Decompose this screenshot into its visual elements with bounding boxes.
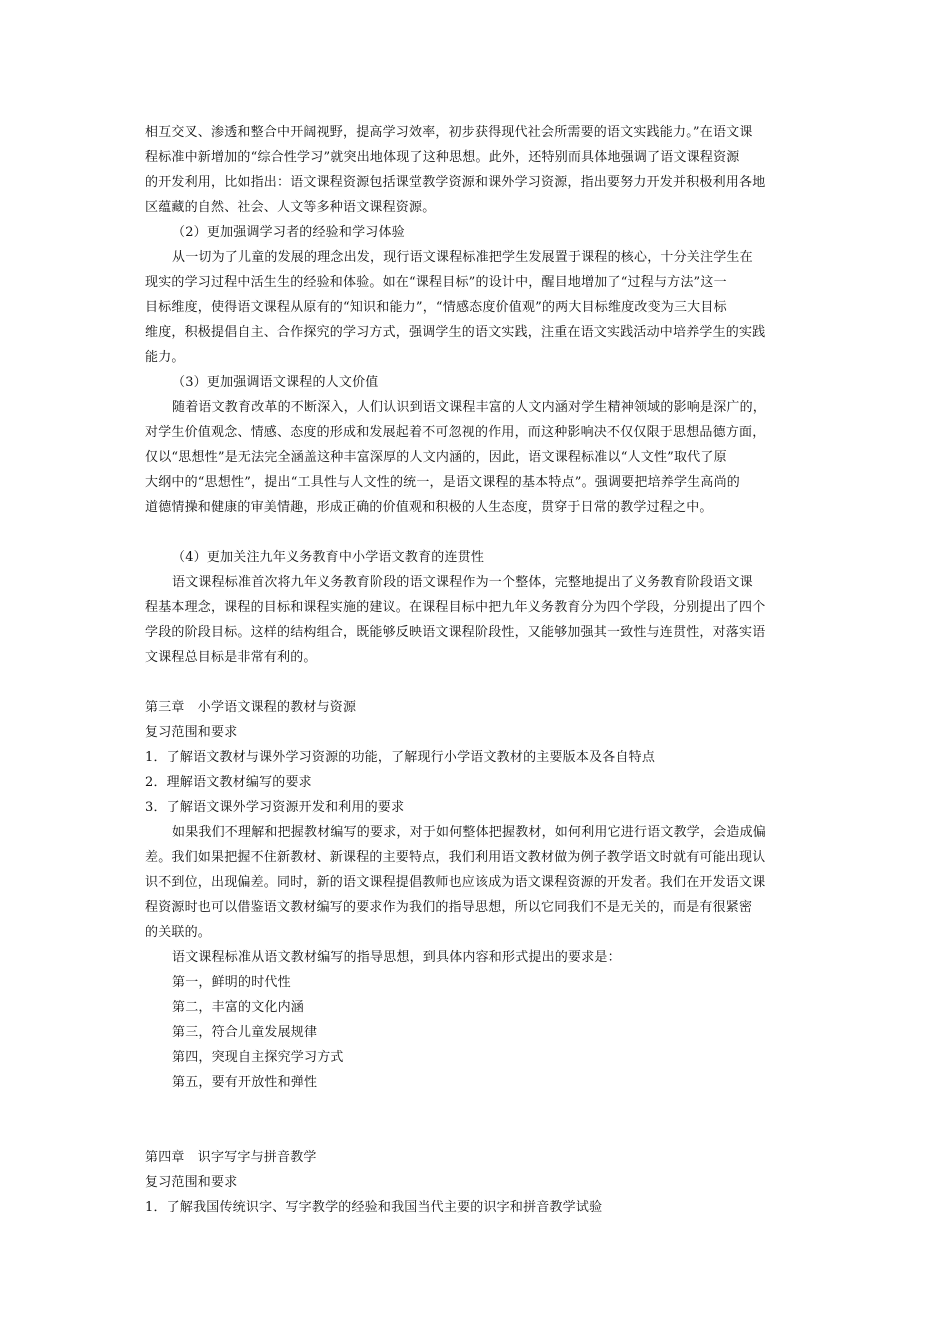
text-line: 程资源时也可以借鉴语文教材编写的要求作为我们的指导思想，所以它同我们不是无关的，而是有很紧密 bbox=[145, 900, 753, 915]
text-line: 程基本理念，课程的目标和课程实施的建议。在课程目标中把九年义务教育分为四个学段，分别提出了四个 bbox=[145, 600, 766, 615]
text-line: 相互交叉、渗透和整合中开阔视野，提高学习效率，初步获得现代社会所需要的语文实践能力。”在语文课 bbox=[145, 125, 753, 140]
list-item: 1．了解我国传统识字、写字教学的经验和我国当代主要的识字和拼音教学试验 bbox=[145, 1200, 603, 1215]
text-line: 对学生价值观念、情感、态度的形成和发展起着不可忽视的作用，而这种影响决不仅仅限于思想品德方面， bbox=[145, 425, 766, 440]
requirement-item: 第四，突现自主探究学习方式 bbox=[172, 1050, 344, 1065]
review-heading: 复习范围和要求 bbox=[145, 725, 238, 740]
section-heading: （3）更加强调语文课程的人文价值 bbox=[172, 375, 379, 390]
section-heading: （4）更加关注九年义务教育中小学语文教育的连贯性 bbox=[172, 550, 485, 565]
text-line: 的开发利用，比如指出：语文课程资源包括课堂教学资源和课外学习资源，指出要努力开发并积极利用各地 bbox=[145, 175, 766, 190]
text-line: 文课程总目标是非常有利的。 bbox=[145, 650, 317, 665]
requirement-item: 第二，丰富的文化内涵 bbox=[172, 1000, 305, 1015]
text-line: 仅以“思想性”是无法完全涵盖这种丰富深厚的人文内涵的，因此，语文课程标准以“人文性”取代了原 bbox=[145, 450, 727, 465]
text-line: 学段的阶段目标。这样的结构组合，既能够反映语文课程阶段性，又能够加强其一致性与连贯性，对落实语 bbox=[145, 625, 766, 640]
text-line: 区蕴藏的自然、社会、人文等多种语文课程资源。 bbox=[145, 200, 436, 215]
requirement-item: 第一，鲜明的时代性 bbox=[172, 975, 291, 990]
chapter-title: 第三章 小学语文课程的教材与资源 bbox=[145, 700, 357, 715]
text-line: 语文课程标准从语文教材编写的指导思想，到具体内容和形式提出的要求是： bbox=[172, 950, 621, 965]
text-line: 的关联的。 bbox=[145, 925, 212, 940]
text-line: 随着语文教育改革的不断深入，人们认识到语文课程丰富的人文内涵对学生精神领域的影响是深广的， bbox=[172, 400, 767, 415]
text-line: 识不到位，出现偏差。同时，新的语文课程提倡教师也应该成为语文课程资源的开发者。我们在开发语文课 bbox=[145, 875, 766, 890]
requirement-item: 第三，符合儿童发展规律 bbox=[172, 1025, 318, 1040]
requirement-item: 第五，要有开放性和弹性 bbox=[172, 1075, 318, 1090]
list-item: 1．了解语文教材与课外学习资源的功能，了解现行小学语文教材的主要版本及各自特点 bbox=[145, 750, 656, 765]
chapter-title: 第四章 识字写字与拼音教学 bbox=[145, 1150, 317, 1165]
text-line: 大纲中的“思想性”，提出“工具性与人文性的统一，是语文课程的基本特点”。强调要把培养学生高尚的 bbox=[145, 475, 740, 490]
text-line: 从一切为了儿童的发展的理念出发，现行语文课程标准把学生发展置于课程的核心，十分关注学生在 bbox=[172, 250, 753, 265]
text-line: 差。我们如果把握不住新教材、新课程的主要特点，我们利用语文教材做为例子教学语文时就有可能出现认 bbox=[145, 850, 766, 865]
text-line: 目标维度，使得语文课程从原有的“知识和能力”，“情感态度价值观”的两大目标维度改变为三大目标 bbox=[145, 300, 727, 315]
section-heading: （2）更加强调学习者的经验和学习体验 bbox=[172, 225, 405, 240]
list-item: 3．了解语文课外学习资源开发和利用的要求 bbox=[145, 800, 405, 815]
review-heading: 复习范围和要求 bbox=[145, 1175, 238, 1190]
text-line: 如果我们不理解和把握教材编写的要求，对于如何整体把握教材，如何利用它进行语文教学，会造成偏 bbox=[172, 825, 767, 840]
text-line: 道德情操和健康的审美情趣，形成正确的价值观和积极的人生态度，贯穿于日常的教学过程之中。 bbox=[145, 500, 713, 515]
text-line: 现实的学习过程中活生生的经验和体验。如在“课程目标”的设计中，醒目地增加了“过程与方法”这一 bbox=[145, 275, 727, 290]
text-line: 能力。 bbox=[145, 350, 185, 365]
text-line: 维度，积极提倡自主、合作探究的学习方式，强调学生的语文实践，注重在语文实践活动中培养学生的实践 bbox=[145, 325, 766, 340]
text-line: 程标准中新增加的“综合性学习”就突出地体现了这种思想。此外，还特别而具体地强调了语文课程资源 bbox=[145, 150, 740, 165]
list-item: 2．理解语文教材编写的要求 bbox=[145, 775, 312, 790]
text-line: 语文课程标准首次将九年义务教育阶段的语文课程作为一个整体，完整地提出了义务教育阶段语文课 bbox=[172, 575, 753, 590]
